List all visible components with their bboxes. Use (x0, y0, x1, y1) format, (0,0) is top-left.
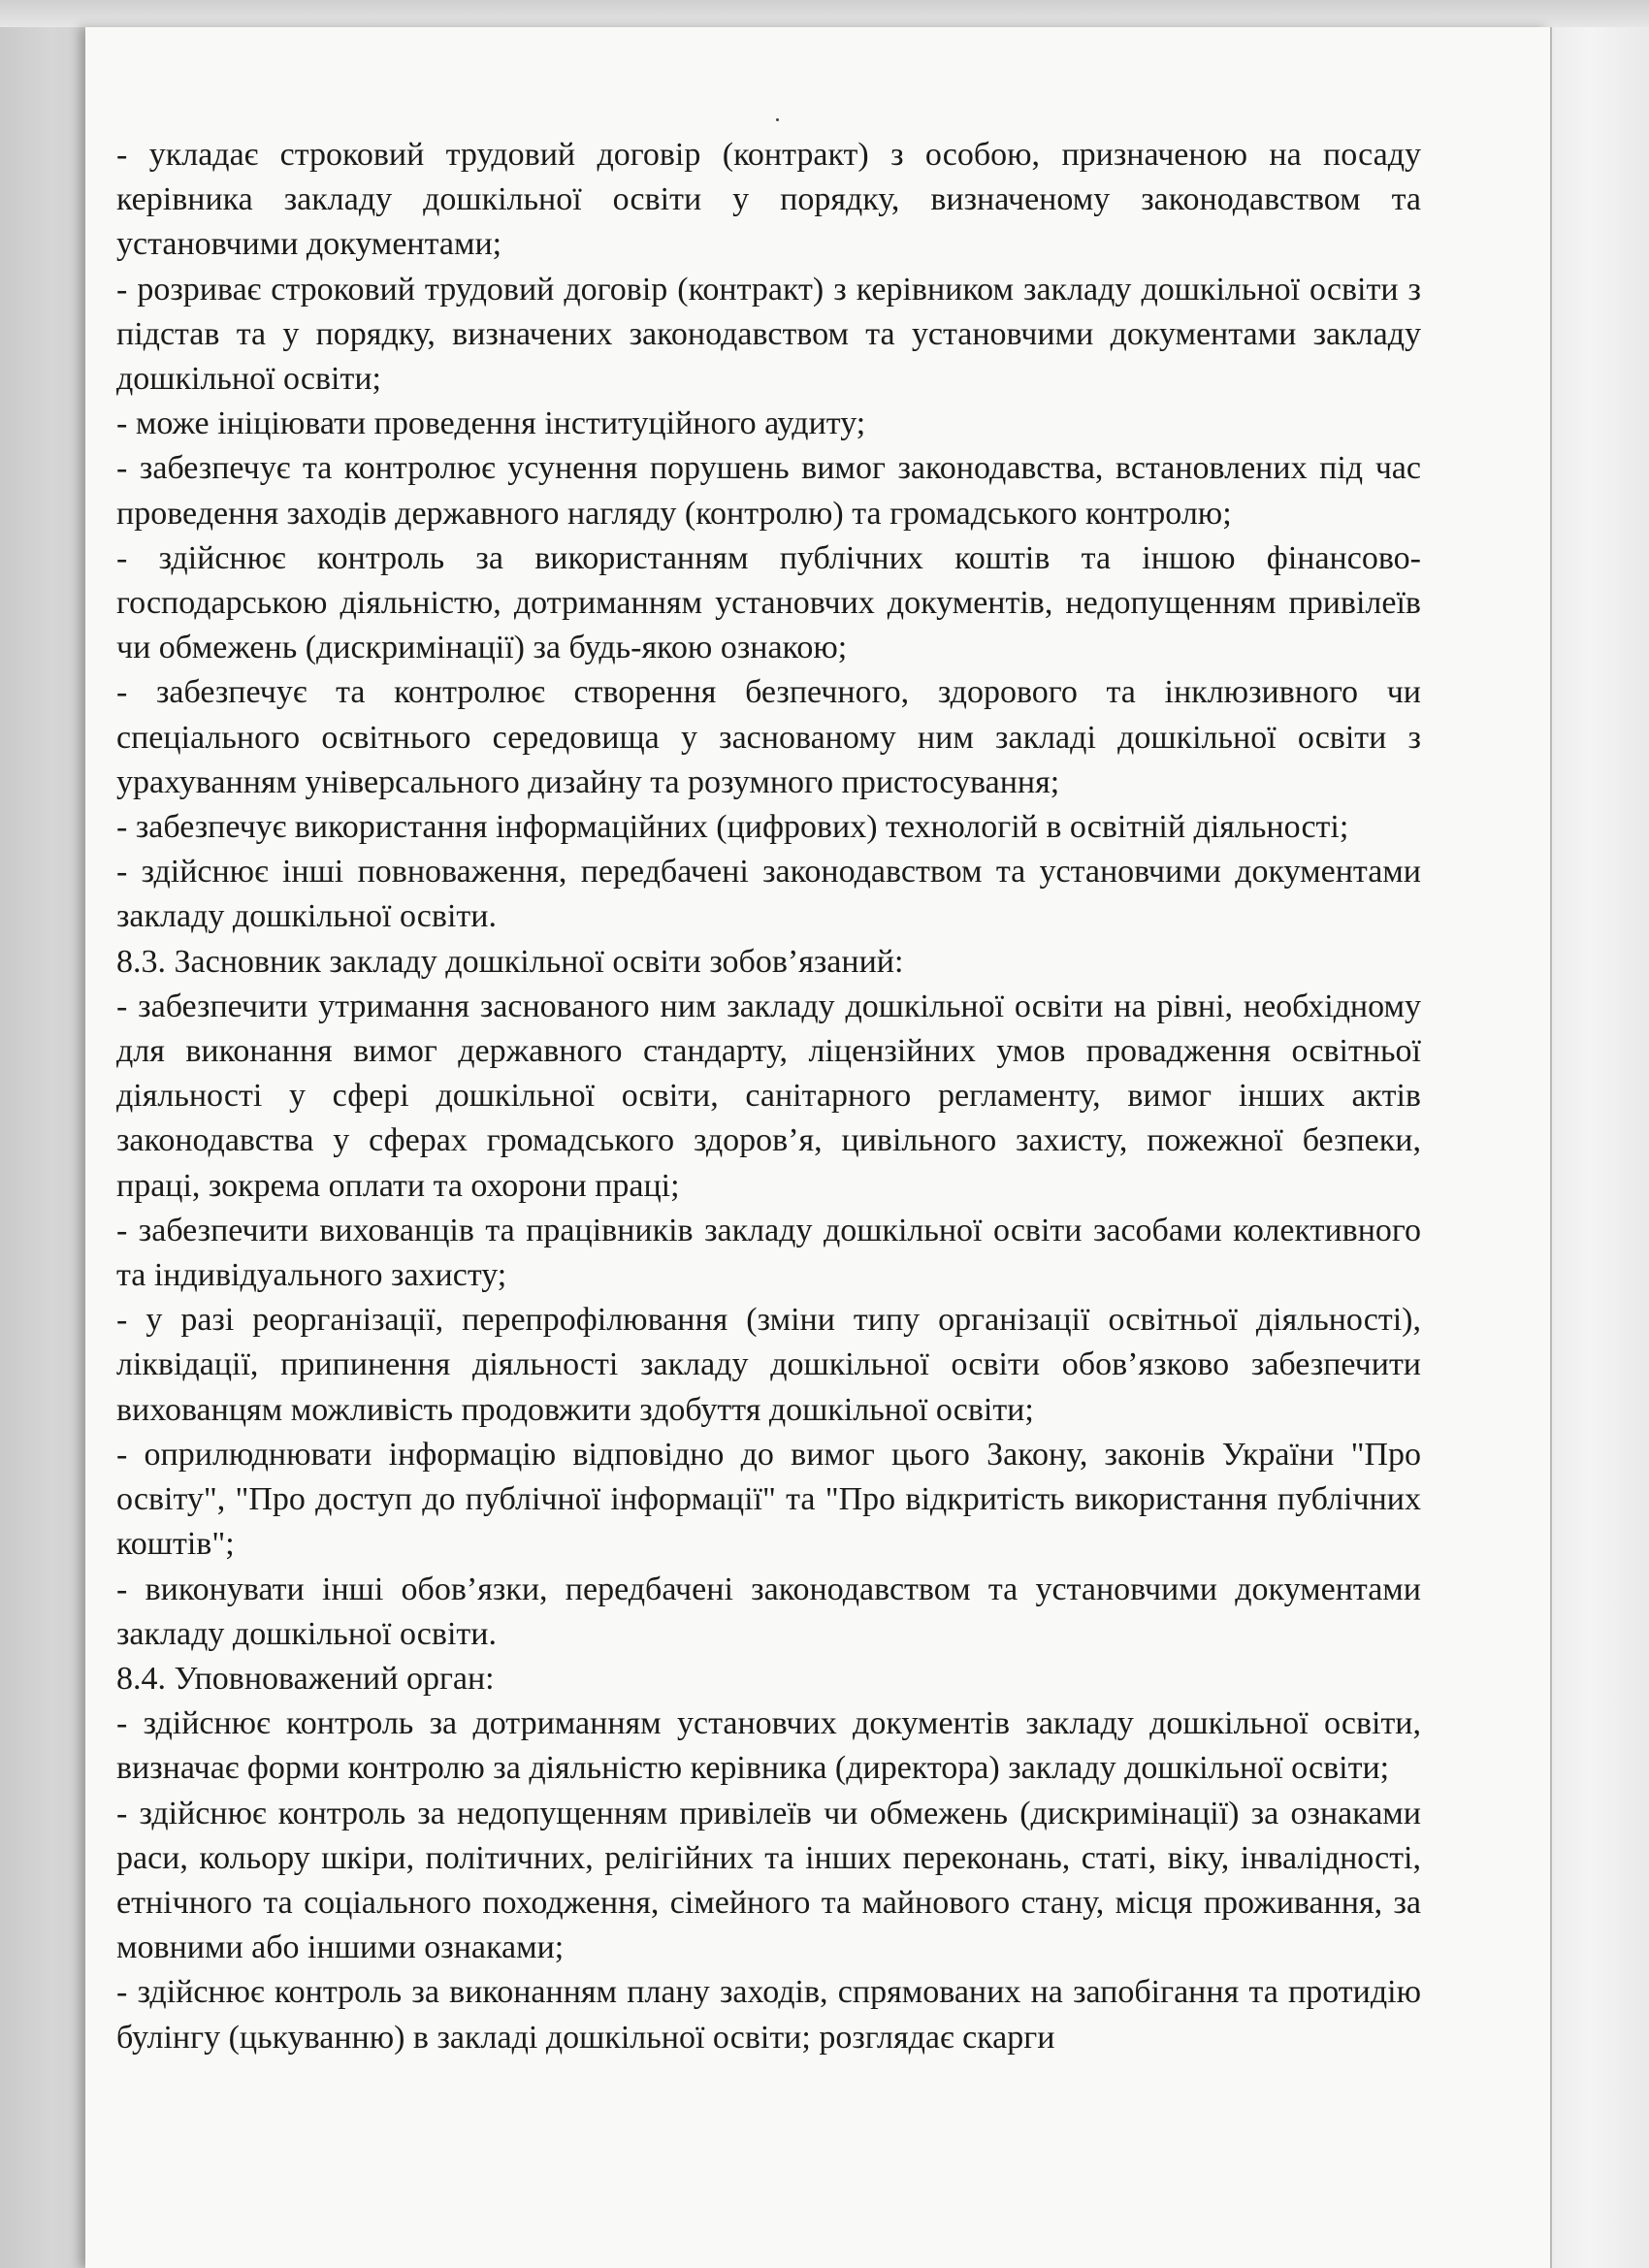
paragraph: - здійснює контроль за дотриманням установчих документів закладу дошкільної освіти, визначає форми контролю за діяльністю керівника (директора) закладу дошкільної освіти; (116, 1705, 1421, 1787)
paragraph: - у разі реорганізації, перепрофілювання (зміни типу організації освітньої діяльності), ліквідації, припинення діяльності закладу дошкільної освіти обов’язково забезпечити вихованцям можливість продовжити здобуття дошкільної освіти; (116, 1302, 1421, 1428)
paragraph: - оприлюднювати інформацію відповідно до вимог цього Закону, законів України "Про освіту", "Про доступ до публічної інформації" та "Про відкритість використання публічних коштів"; (116, 1436, 1421, 1563)
document-text (116, 133, 1421, 2060)
paragraph: - забезпечити утримання заснованого ним закладу дошкільної освіти на рівні, необхідному для виконання вимог державного стандарту, ліцензійних умов провадження освітньої діяльності у сфері дошкільної освіти, санітарного регламенту, вимог інших актів законодавства у сферах громадського здоров’я, цивільного захисту, пожежної безпеки, праці, зокрема оплати та охорони праці; (116, 988, 1421, 1204)
scan-top-edge (0, 0, 1649, 27)
section-heading: 8.3. Засновник закладу дошкільної освіти зобов’язаний: (116, 943, 904, 980)
section-heading: 8.4. Уповноважений орган: (116, 1660, 495, 1697)
paragraph: - виконувати інші обов’язки, передбачені законодавством та установчими документами закладу дошкільної освіти. (116, 1571, 1421, 1652)
paragraph: - здійснює контроль за виконанням плану заходів, спрямованих на запобігання та протидію булінгу (цькуванню) в закладі дошкільної освіти; розглядає скарги (116, 1974, 1421, 2056)
paragraph: - здійснює контроль за недопущенням привілеїв чи обмежень (дискримінації) за ознаками раси, кольору шкіри, політичних, релігійних та інших переконань, статі, віку, інвалідності, етнічного та соціального походження, сімейного та майнового стану, місця проживання, за мовними або іншими ознаками; (116, 1795, 1421, 1966)
page-stack-edge (1550, 27, 1649, 2268)
speck-mark (776, 118, 779, 121)
paragraph: - забезпечує та контролює створення безпечного, здорового та інклюзивного чи спеціального освітнього середовища у заснованому ним закладі дошкільної освіти з урахуванням універсального дизайну та розумного пристосування; (116, 674, 1421, 800)
paragraph: - укладає строковий трудовий договір (контракт) з особою, призначеною на посаду керівника закладу дошкільної освіти у порядку, визначеному законодавством та установчими документами; (116, 137, 1421, 263)
paragraph: - здійснює інші повноваження, передбачені законодавством та установчими документами закладу дошкільної освіти. (116, 854, 1421, 935)
paragraph: - забезпечує використання інформаційних (цифрових) технологій в освітній діяльності; (116, 809, 1349, 846)
paragraph: - забезпечує та контролює усунення порушень вимог законодавства, встановлених під час проведення заходів державного нагляду (контролю) та громадського контролю; (116, 450, 1421, 532)
paragraph: - забезпечити вихованців та працівників закладу дошкільної освіти засобами колективного та індивідуального захисту; (116, 1212, 1421, 1294)
paragraph: - здійснює контроль за використанням публічних коштів та іншою фінансово-господарською діяльністю, дотриманням установчих документів, недопущенням привілеїв чи обмежень (дискримінації) за будь-якою ознакою; (116, 539, 1421, 666)
paragraph: - розриває строковий трудовий договір (контракт) з керівником закладу дошкільної освіти з підстав та у порядку, визначених законодавством та установчими документами закладу дошкільної освіти; (116, 271, 1421, 398)
paragraph: - може ініціювати проведення інституційного аудиту; (116, 405, 866, 442)
scan-left-margin (0, 0, 87, 2268)
